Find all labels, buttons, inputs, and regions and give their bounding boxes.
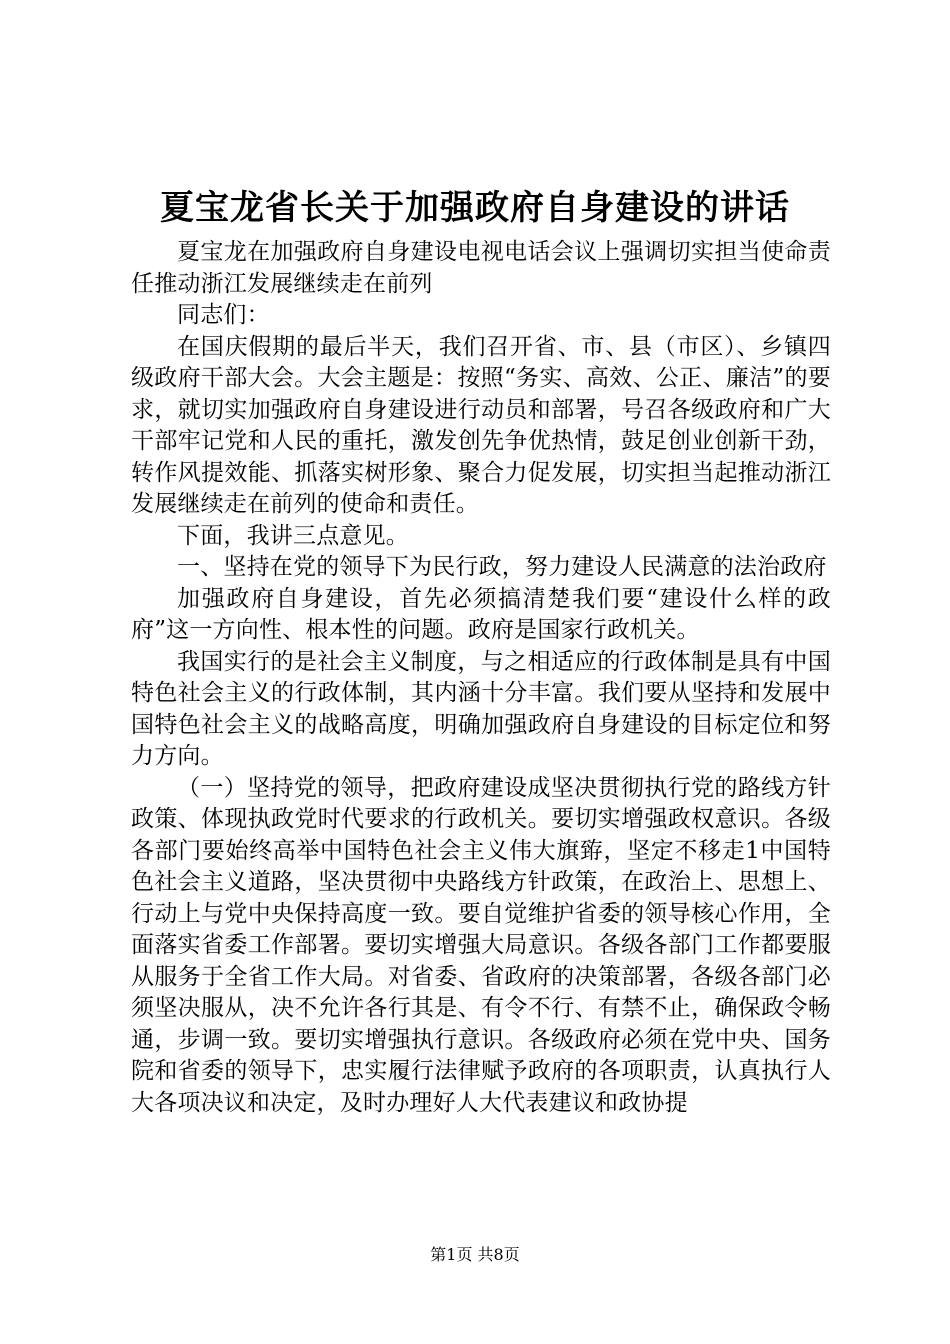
paragraph-body: （一）坚持党的领导，把政府建设成坚决贯彻执行党的路线方针政策、体现执政党时代要求的行政机关。要切实增强政权意识。各级各部门要始终高举中国特色社会主义伟大旗臶，坚定不移走1中国特色社会主义道路，坚决贯彻中央路线方针政策，在政治上、思想上、行动上与党中央保持高度一致。要自觉维护省委的领导核心作用，全面落实省委工作部署。要切实增强大局意识。各级各部门工作都要服从服务于全省工作大局。对省委、省政府的决策部署，各级各部门必须坚决服从，决不允许各行其是、有令不行、有禁不止，确保政令畅通，步调一致。要切实增强执行意识。各级政府必须在党中央、国务院和省委的领导下，忠实履行法律赋予政府的各项职责，认真执行人大各项决议和决定，及时办理好人大代表建议和政协提 <box>131 774 831 1116</box>
paragraph-intro: 在国庆假期的最后半天，我们召开省、市、县（市区）、乡镇四级政府干部大会。大会主题是：按照“务实、高效、公正、廉洁”的要求，就切实加强政府自身建设进行动员和部署，号召各级政府和广大干部牢记党和人民的重托，激发创先争优热情，鼓足创业创新干劲，转作风提效能、抓落实树形象、聚合力促发展，切实担当起推动浙江发展继续走在前列的使命和责任。 <box>131 333 831 517</box>
section-heading-one: 一、坚持在党的领导下为民行政，努力建设人民满意的法治政府 <box>177 554 827 580</box>
paragraph-outline: 下面，我讲三点意见。 <box>177 522 409 549</box>
paragraph-salutation: 同志们： <box>177 302 270 328</box>
page-footer: 第1页 共8页 <box>430 1245 520 1264</box>
paragraph-body: 我国实行的是社会主义制度，与之相适应的行政体制是具有中国特色社会主义的行政体制，其内涵十分丰富。我们要从坚持和发展中国特色社会主义的战略高度，明确加强政府自身建设的目标定位和努力方向。 <box>131 648 831 769</box>
paragraph-body: 加强政府自身建设，首先必须搞清楚我们要“建设什么样的政府”这一方向性、根本性的问题。政府是国家行政机关。 <box>131 585 831 643</box>
paragraph-subtitle: 夏宝龙在加强政府自身建设电视电话会议上强调切实担当使命责任推动浙江发展继续走在前列 <box>131 239 831 297</box>
document-body <box>131 237 831 1119</box>
document-title: 夏宝龙省长关于加强政府自身建设的讲话 <box>160 188 790 228</box>
